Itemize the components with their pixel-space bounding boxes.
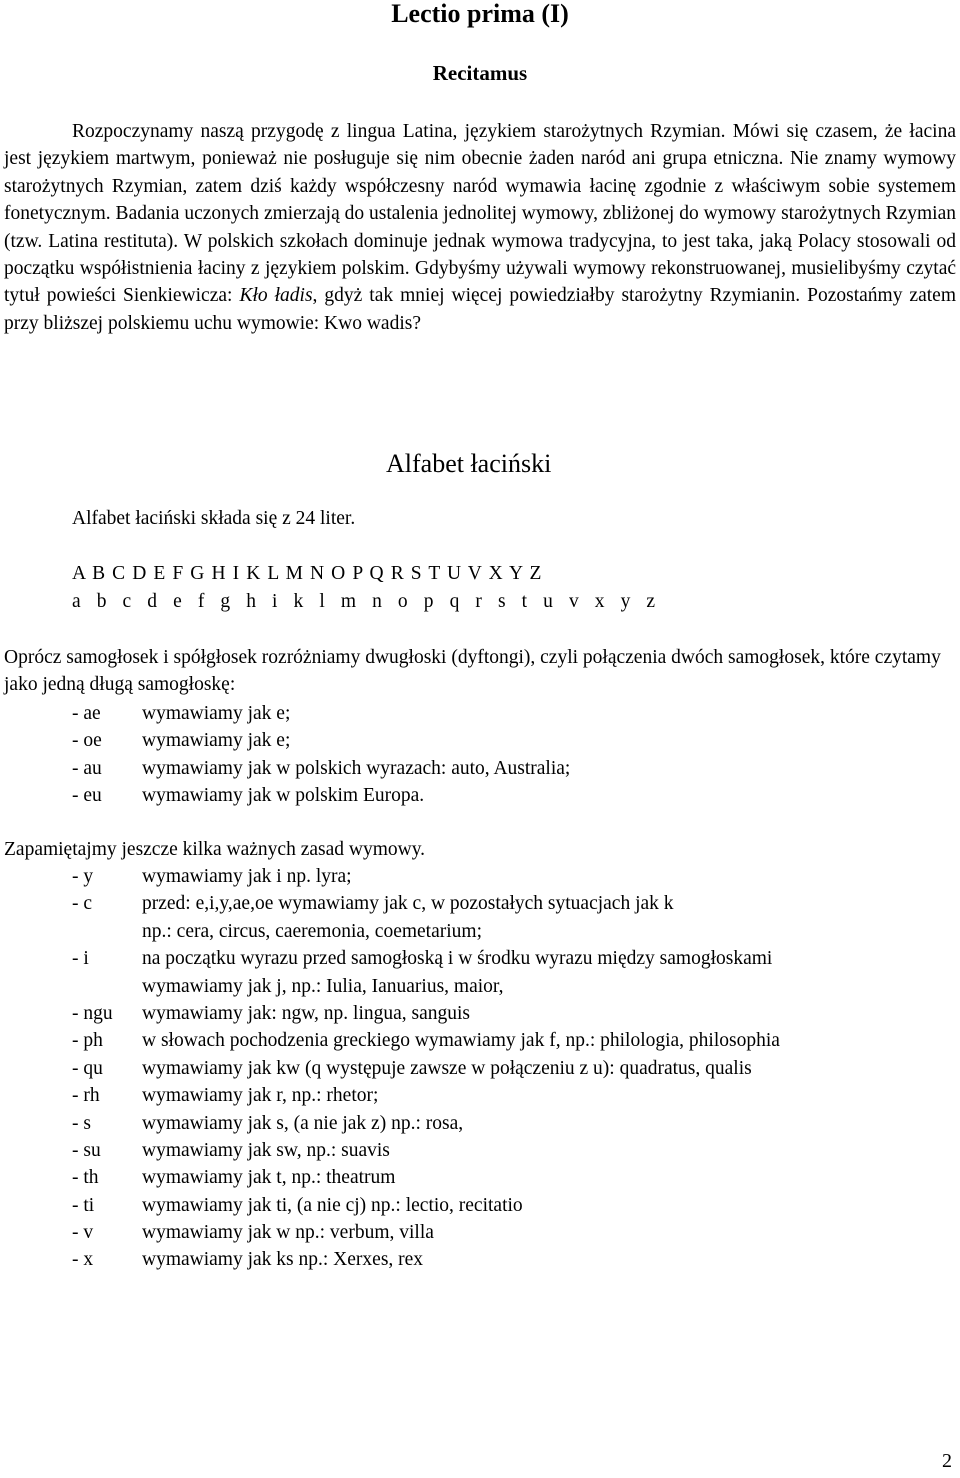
alphabet-count: Alfabet łaciński składa się z 24 liter. xyxy=(72,508,356,529)
list-value: wymawiamy jak w polskich wyrazach: auto, Australia; xyxy=(142,757,571,779)
alphabet-heading: Alfabet łaciński xyxy=(386,449,552,478)
intro-text-1: Rozpoczynamy naszą przygodę z lingua Latina, językiem starożytnych Rzymian. Mówi się czasem, że łacina jest językiem martwym, ponieważ nie posługuje się nim obecnie żaden naród ani grupa etniczna. Nie znamy wymowy starożytnych Rzymian, zatem dziś każdy współczesny naród wymawia łacinę zgodnie z właściwym sobie systemem fonetycznym. Badania uczonych zmierzają do ustalenia jednolitej wymowy, zbliżonej do wymowy starożytnych Rzymian (tzw. Latina restituta). W polskich szkołach dominuje jednak wymowa tradycyjna, to jest taka, jaką Polacy stosowali od początku współistnienia łaciny z językiem polskim. Gdybyśmy używali wymowy rekonstruowanej, musielibyśmy czytać tytuł powieści Sienkiewicza: xyxy=(4,121,956,307)
list-item xyxy=(72,1219,956,1246)
list-item xyxy=(72,727,956,754)
rules-list xyxy=(72,863,956,1274)
list-key: - oe xyxy=(72,730,102,752)
list-value: wymawiamy jak e; xyxy=(142,703,291,724)
list-value: wymawiamy jak e; xyxy=(142,730,291,752)
list-item xyxy=(72,755,956,782)
list-value: wymawiamy jak w polskim Europa. xyxy=(142,785,425,807)
intro-text-2: , gdyż tak mniej więcej powiedziałby starożytny Rzymianin. Pozostańmy zatem przy bliższej polskiemu uchu wymowie: Kwo wadis? xyxy=(4,285,956,334)
list-key: - y xyxy=(72,866,94,887)
page-title: Lectio prima (I) xyxy=(391,0,569,28)
rules-intro: Zapamiętajmy jeszcze kilka ważnych zasad wymowy. xyxy=(4,839,426,860)
list-key: - i xyxy=(72,948,89,970)
list-key: - v xyxy=(72,1222,94,1244)
list-key: - qu xyxy=(72,1057,103,1079)
list-key: - ti xyxy=(72,1194,95,1216)
list-value: przed: e,i,y,ae,oe wymawiamy jak c, w pozostałych sytuacjach jak k xyxy=(142,893,674,915)
diphthongs-intro: Oprócz samogłosek i spółgłosek rozróżniamy dwugłoski (dyftongi), czyli połączenia dwóch samogłosek, które czytamy jako jedną długą samogłoskę: xyxy=(4,647,941,696)
list-item xyxy=(72,1164,956,1191)
list-item xyxy=(72,1082,956,1109)
alphabet-lower: a b c d e f g h i k l m n o p q r s t u v x y z xyxy=(72,591,661,612)
list-value: w słowach pochodzenia greckiego wymawiamy jak f, np.: philologia, philosophia xyxy=(142,1030,780,1052)
list-item xyxy=(72,1137,956,1164)
list-value: wymawiamy jak w np.: verbum, villa xyxy=(142,1222,434,1244)
intro-italic-title: Kło ładis xyxy=(239,285,313,307)
list-key: - c xyxy=(72,893,93,915)
section-subtitle: Recitamus xyxy=(432,61,528,85)
list-value: wymawiamy jak: ngw, np. lingua, sanguis xyxy=(142,1002,471,1024)
list-item xyxy=(72,1110,956,1137)
list-item xyxy=(72,782,956,809)
alphabet-upper: A B C D E F G H I K L M N O P Q R S T U V X Y Z xyxy=(72,563,543,584)
list-key: - ae xyxy=(72,703,101,724)
list-key: - th xyxy=(72,1167,99,1189)
list-item xyxy=(72,1000,956,1027)
intro-paragraph xyxy=(4,118,956,337)
list-key: - x xyxy=(72,1249,94,1271)
list-value: wymawiamy jak i np. lyra; xyxy=(142,866,352,887)
list-key: - su xyxy=(72,1139,101,1161)
page-number: 2 xyxy=(942,1450,952,1472)
list-key: - s xyxy=(72,1112,91,1134)
list-value: wymawiamy jak ti, (a nie cj) np.: lectio, recitatio xyxy=(142,1194,523,1216)
list-key: - ph xyxy=(72,1030,103,1052)
list-value: wymawiamy jak ks np.: Xerxes, rex xyxy=(142,1249,424,1271)
list-item xyxy=(72,1246,956,1273)
diphthongs-list xyxy=(72,700,956,810)
list-item xyxy=(72,973,956,1000)
list-item xyxy=(72,1192,956,1219)
list-value: na początku wyrazu przed samogłoską i w środku wyrazu między samogłoskami xyxy=(142,948,773,970)
list-key: - eu xyxy=(72,785,102,807)
list-value: wymawiamy jak j, np.: Iulia, Ianuarius, maior, xyxy=(142,975,504,997)
list-value: np.: cera, circus, caeremonia, coemetarium; xyxy=(142,920,482,942)
list-item xyxy=(72,700,956,727)
list-value: wymawiamy jak sw, np.: suavis xyxy=(142,1139,390,1161)
list-key: - au xyxy=(72,757,102,779)
list-value: wymawiamy jak t, np.: theatrum xyxy=(142,1167,396,1189)
list-item xyxy=(72,1055,956,1082)
list-key: - ngu xyxy=(72,1002,113,1024)
list-item xyxy=(72,945,956,972)
list-item xyxy=(72,890,956,917)
list-value: wymawiamy jak s, (a nie jak z) np.: rosa, xyxy=(142,1112,464,1134)
list-item xyxy=(72,1027,956,1054)
list-item xyxy=(72,863,956,890)
list-value: wymawiamy jak r, np.: rhetor; xyxy=(142,1085,379,1107)
list-key: - rh xyxy=(72,1085,100,1107)
list-value: wymawiamy jak kw (q występuje zawsze w połączeniu z u): quadratus, qualis xyxy=(142,1057,752,1079)
list-item xyxy=(72,918,956,945)
